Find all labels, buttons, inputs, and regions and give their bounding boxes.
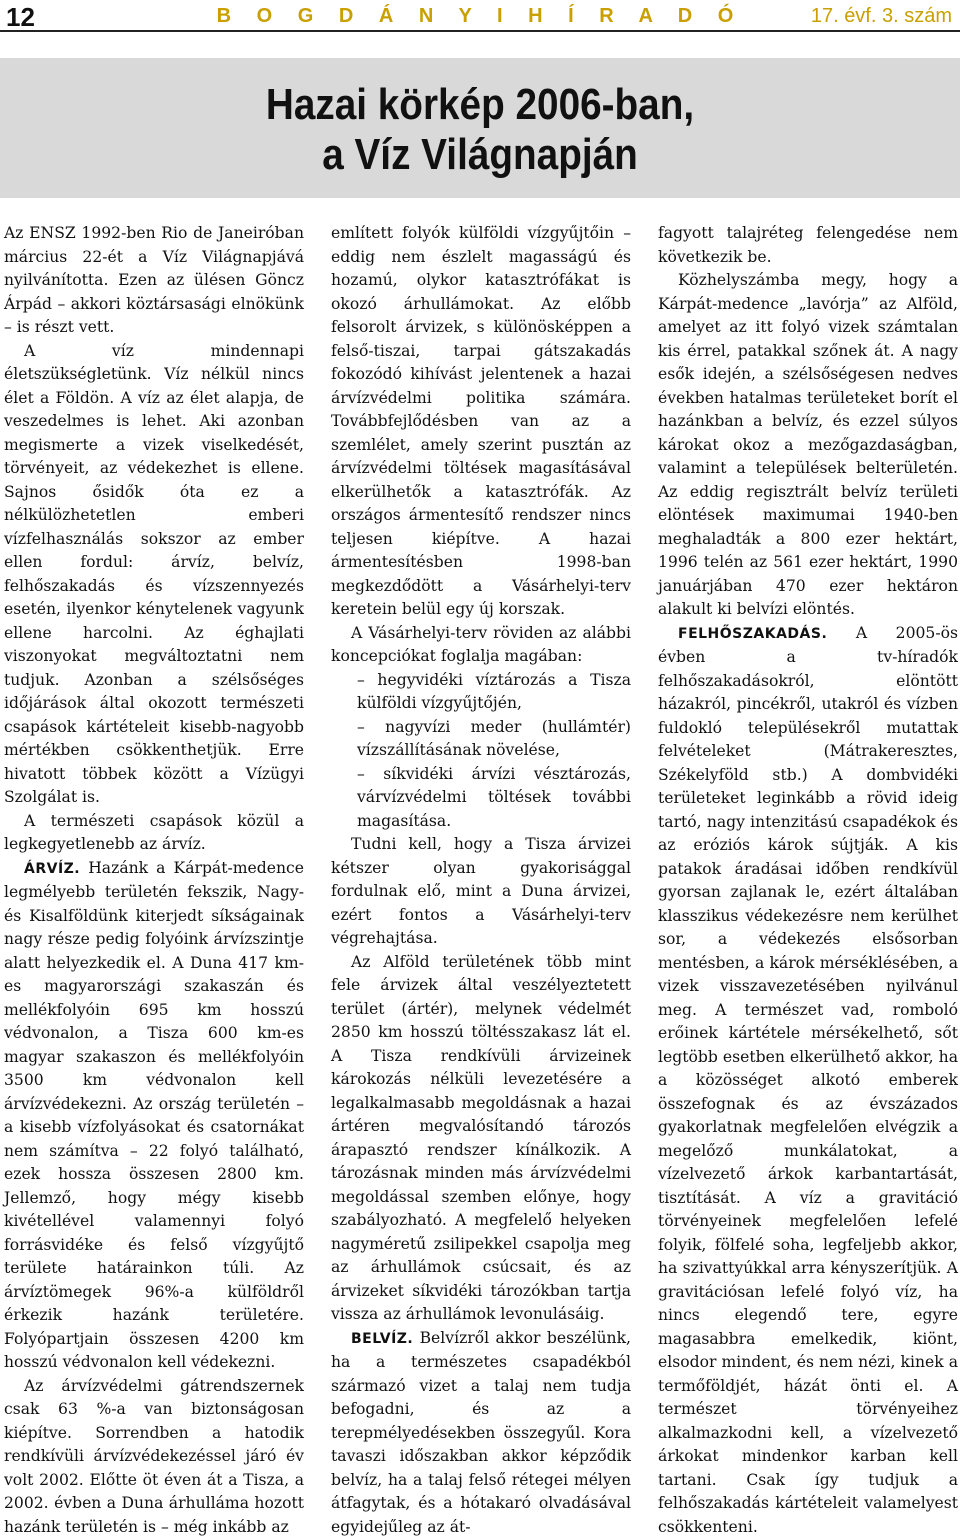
paragraph: említett folyók külföldi vízgyűjtőin – eddig nem észlelt magasságú és hozamú, olykor katasztrófákat is okozó árhullámokat. Az előbb felsorolt árvizek, s különösképpen a felső-tiszai, tarpai gátszakadás fokozódó kihívást jelentenek a hazai árvízvédelmi politika számára. Továbbfejlődésben van az a szemlélet, amely szerint pusztán az árvízvédelmi töltések magasításával elkerülhetők a katasztrófák. Az országos ármentesítő rendszer nincs teljesen kiépítve. A hazai ármentesítésben 1998-ban megkezdődött a Vásárhelyi-terv keretein belül egy új korszak. bbox=[331, 222, 631, 622]
paragraph: fagyott talajréteg felengedése nem következik be. bbox=[658, 222, 958, 269]
section-keyword: BELVÍZ. bbox=[351, 1331, 413, 1347]
paragraph-text: Belvízről akkor beszélünk, ha a természetes csapadékból származó vizet a talaj nem tudja befogadni, és az a terepmélyedésekben összegyűl. Kora tavaszi időszakban akkor képződik belvíz, ha a talaj felső rétegei mélyen átfagytak, és a hótakaró olvadásával egyidejűleg az át- bbox=[331, 1329, 631, 1536]
section-keyword: ÁRVÍZ. bbox=[24, 861, 80, 877]
article-title bbox=[58, 80, 903, 180]
publication-name-first: B O G D Á N Y I bbox=[217, 5, 513, 27]
paragraph: Az ENSZ 1992-ben Rio de Janeiróban március 22-ét a Víz Világnapjává nyilvánította. Ezen az ülésen Göncz Árpád – akkori köztársasági elnökünk – is részt vett. bbox=[4, 222, 304, 340]
section-keyword: FELHŐSZAKADÁS. bbox=[678, 626, 827, 642]
paragraph: A Vásárhelyi-terv röviden az alábbi koncepciókat foglalja magában: bbox=[331, 622, 631, 669]
paragraph: Az árvízvédelmi gátrendszernek csak 63 %-a van biztonságosan kiépítve. Sorrendben a hatodik rendkívüli árvízvédekezéssel járó év volt 2002. Előtte öt éven át a Tisza, a 2002. évben a Duna árhulláma hozott hazánk területén is – még inkább az bbox=[4, 1375, 304, 1539]
text-column-1 bbox=[4, 222, 304, 1450]
paragraph bbox=[4, 857, 304, 1375]
title-box bbox=[0, 58, 960, 198]
publication-name-second: H Í R A D Ó bbox=[528, 5, 743, 27]
paragraph: Közhelyszámba megy, hogy a Kárpát-medence „lavórja” az Alföld, amelyet az itt folyó vizek számtalan kis érrel, patakkal szőnek át. A nagy esők idején, a szélsőségesen nedves években hatalmas területeket borít el hazánkban a belvíz, és ezzel súlyos károkat okoz a mezőgazdaságban, valamint a települések belterületén. Az eddig regisztrált belvíz területi elöntések maximumai 1940-ben meghaladták a 800 ezer hektárt, 1996 telén az 561 ezer hektárt, 1990 januárjában 470 ezer hektáron alakult ki belvízi elöntés. bbox=[658, 269, 958, 622]
text-column-2 bbox=[331, 222, 631, 1450]
issue-info: 17. évf. 3. szám bbox=[811, 5, 952, 28]
list-item: – nagyvízi meder (hullámtér) vízszállításának növelése, bbox=[331, 716, 631, 763]
page-header bbox=[0, 0, 960, 32]
list-item: – hegyvidéki víztározás a Tisza külföldi vízgyűjtőjén, bbox=[331, 669, 631, 716]
paragraph bbox=[331, 1327, 631, 1539]
page-number: 12 bbox=[6, 2, 35, 33]
paragraph bbox=[658, 622, 958, 1539]
article-title-line1: Hazai körkép 2006-ban, bbox=[58, 80, 903, 130]
paragraph: A víz mindennapi életszükségletünk. Víz nélkül nincs élet a Földön. A víz az élet alapja, de veszedelmes is lehet. Aki azonban megismerte a vizek viselkedését, törvényeit, az védekezhet is ellene. Sajnos ősidők óta ez a nélkülözhetetlen emberi vízfelhasználás sokszor az ember ellen fordul: árvíz, belvíz, felhőszakadás és vízszennyezés esetén, ilyenkor kénytelenek vagyunk ellene harcolni. Az éghajlati viszonyokat megváltoztatni nem tudjuk. Azonban a szélsőséges időjárások által okozott természeti csapások kártételeit kisebb-nagyobb mértékben csökkenthetjük. Erre hivatott többek között a Vízügyi Szolgálat is. bbox=[4, 340, 304, 810]
paragraph: A természeti csapások közül a legkegyetlenebb az árvíz. bbox=[4, 810, 304, 857]
article-title-line2: a Víz Világnapján bbox=[58, 130, 903, 180]
paragraph-text: Hazánk a Kárpát-medence legmélyebb területén fekszik, Nagy- és Kisalföldünk kiterjedt síkságainak nagy része pedig folyóink árvízszintje alatt helyezkedik el. A Duna 417 km-es magyarországi szakaszán és mellékfolyóin 695 km hosszú védvonalon, a Tisza 600 km-es magyar szakaszon és mellékfolyóin 3500 km védvonalon kell árvízvédekezni. Az ország területén – a kisebb vízfolyásokat és csatornákat nem számítva – 22 folyó található, ezek hossza összesen 2800 km. Jellemző, hogy mégy kisebb kivétellével valamennyi folyó forrásvidéke és felső vízgyűjtő területe határainkon túli. Az árvíztömegek 96%-a külföldről érkezik hazánk területére. Folyópartjain összesen 4200 km hosszú védvonalon kell védekezni. bbox=[4, 859, 304, 1372]
list-item: – síkvidéki árvízi vésztározás, várvízvédelmi töltések további magasítása. bbox=[331, 763, 631, 834]
paragraph-text: A 2005-ös évben a tv-híradók felhőszakadásokról, elöntött házakról, pincékről, utakról és vízben fuldokló településekről mutattak felvételeket (Mátrakeresztes, Székelyföld stb.) A dombvidéki területeket leginkább a rövid ideig tartó, nagy intenzitású csapadékok és az eróziós károk sújtják. A kis patakok áradásai időben rendkívül gyorsan zajlanak le, ezért általában klasszikus védekezésre nem kerülhet sor, a védekezés elsősorban mentésben, a károk mérséklésében, a vizek visszavezetésében nyilvánul meg. A természet vad, romboló erőinek kártétele mérsékelhető, sőt legtöbb esetben elkerülhető akkor, ha a közösséget alkotó emberek összefognak és az évszázados gyakorlatnak megfelelően elvégzik a megelőző munkálatokat, a vízelvezető árkok karbantartását, tisztítását. A víz a gravitáció törvényeinek megfelelően lefelé folyik, fölfelé soha, legfeljebb akkor, ha szivattyúkkal arra kényszerítjük. A gravitációsan lefelé folyó víz, ha nincs elegendő tere, egyre magasabbra emelkedik, kiönt, elsodor mindent, és nem nézi, kinek a termőföldjét, házát önti el. A természet törvényeihez alkalmazkodni kell, a vízelvezető árkokat mindenkor karban kell tartani. Csak így tudjuk a felhőszakadás kártételeit valamelyest csökkenteni. bbox=[658, 624, 958, 1536]
paragraph: Tudni kell, hogy a Tisza árvizei kétszer olyan gyakorisággal fordulnak elő, mint a Duna árvizei, ezért fontos a Vásárhelyi-terv végrehajtása. bbox=[331, 833, 631, 951]
paragraph: Az Alföld területének több mint fele árvizek által veszélyeztetett terület (ártér), melynek védelmét 2850 km hosszú töltésszakasz lát el. A Tisza rendkívüli árvizeinek károkozás nélküli levezetésére a legalkalmasabb megoldásnak a hazai ártéren megvalósítandó tározós árapasztó rendszer kínálkozik. A tározásnak minden más árvízvédelmi megoldással szemben előnye, hogy szabályozható. A megfelelő helyeken nagyméretű zsilipekkel csapolja meg az árhullámok csúcsait, és az árvizeket síkvidéki tározókban tartja vissza az árhullámok levonulásáig. bbox=[331, 951, 631, 1327]
text-column-3 bbox=[658, 222, 958, 1450]
